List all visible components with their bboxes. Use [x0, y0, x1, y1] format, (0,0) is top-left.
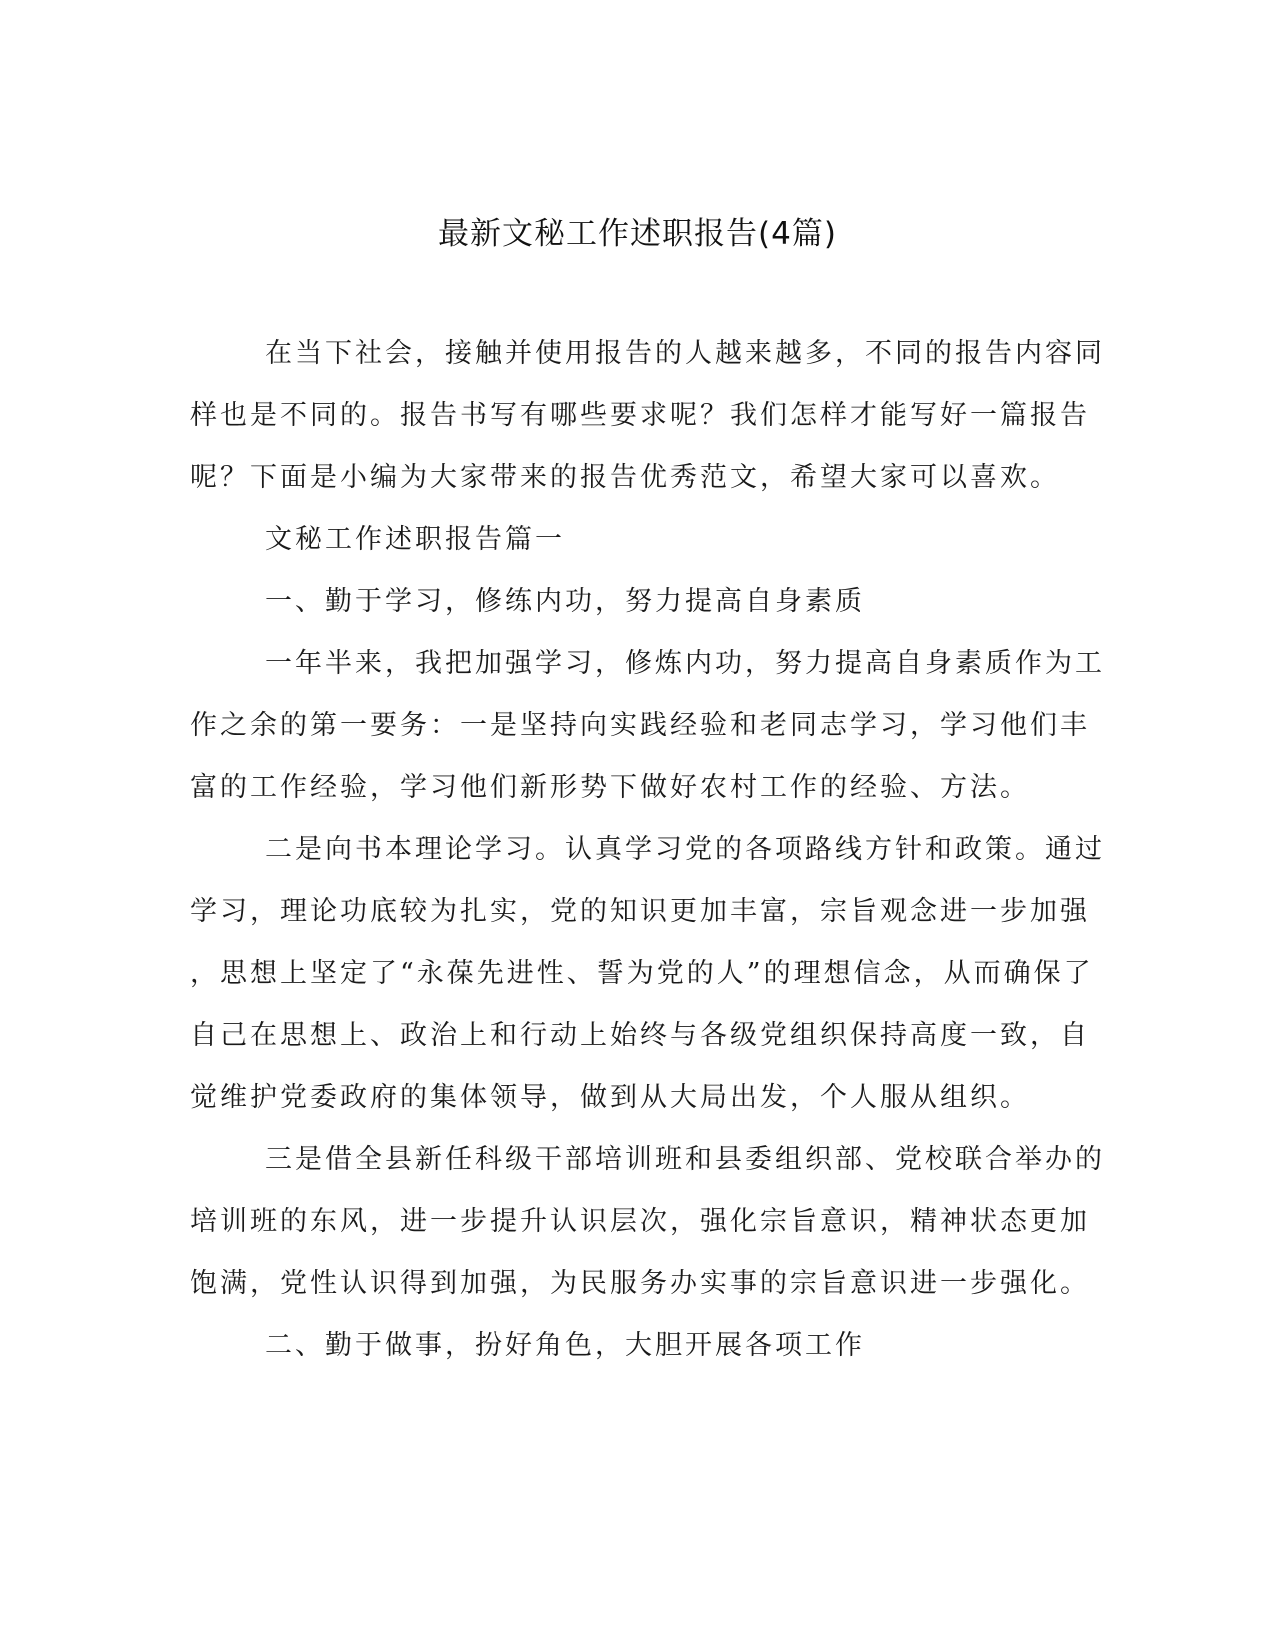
text-line: 样也是不同的。报告书写有哪些要求呢？我们怎样才能写好一篇报告 — [190, 400, 1090, 431]
text-line: 觉维护党委政府的集体领导，做到从大局出发，个人服从组织。 — [190, 1082, 1030, 1113]
text-line: 三是借全县新任科级干部培训班和县委组织部、党校联合举办的 — [265, 1144, 1105, 1175]
text-line: 培训班的东风，进一步提升认识层次，强化宗旨意识，精神状态更加 — [190, 1206, 1090, 1237]
text-line: 二是向书本理论学习。认真学习党的各项路线方针和政策。通过 — [265, 834, 1105, 865]
document-body — [190, 323, 1105, 1377]
text-line: 作之余的第一要务：一是坚持向实践经验和老同志学习，学习他们丰 — [190, 710, 1090, 741]
document-title: 最新文秘工作述职报告(4篇) — [438, 216, 837, 252]
text-line: 自己在思想上、政治上和行动上始终与各级党组织保持高度一致，自 — [190, 1020, 1090, 1051]
text-line: 在当下社会，接触并使用报告的人越来越多，不同的报告内容同 — [265, 338, 1105, 369]
text-line: 呢？下面是小编为大家带来的报告优秀范文，希望大家可以喜欢。 — [190, 462, 1060, 493]
text-line: 一年半来，我把加强学习，修炼内功，努力提高自身素质作为工 — [265, 648, 1105, 679]
section-heading: 文秘工作述职报告篇一 — [265, 524, 565, 555]
text-line: 饱满，党性认识得到加强，为民服务办实事的宗旨意识进一步强化。 — [190, 1268, 1090, 1299]
text-line: 富的工作经验，学习他们新形势下做好农村工作的经验、方法。 — [190, 772, 1030, 803]
section-subheading: 二、勤于做事，扮好角色，大胆开展各项工作 — [265, 1330, 865, 1361]
text-line: ，思想上坚定了“永葆先进性、誓为党的人”的理想信念，从而确保了 — [190, 958, 1094, 989]
text-line: 学习，理论功底较为扎实，党的知识更加丰富，宗旨观念进一步加强 — [190, 896, 1090, 927]
section-subheading: 一、勤于学习，修练内功，努力提高自身素质 — [265, 586, 865, 617]
